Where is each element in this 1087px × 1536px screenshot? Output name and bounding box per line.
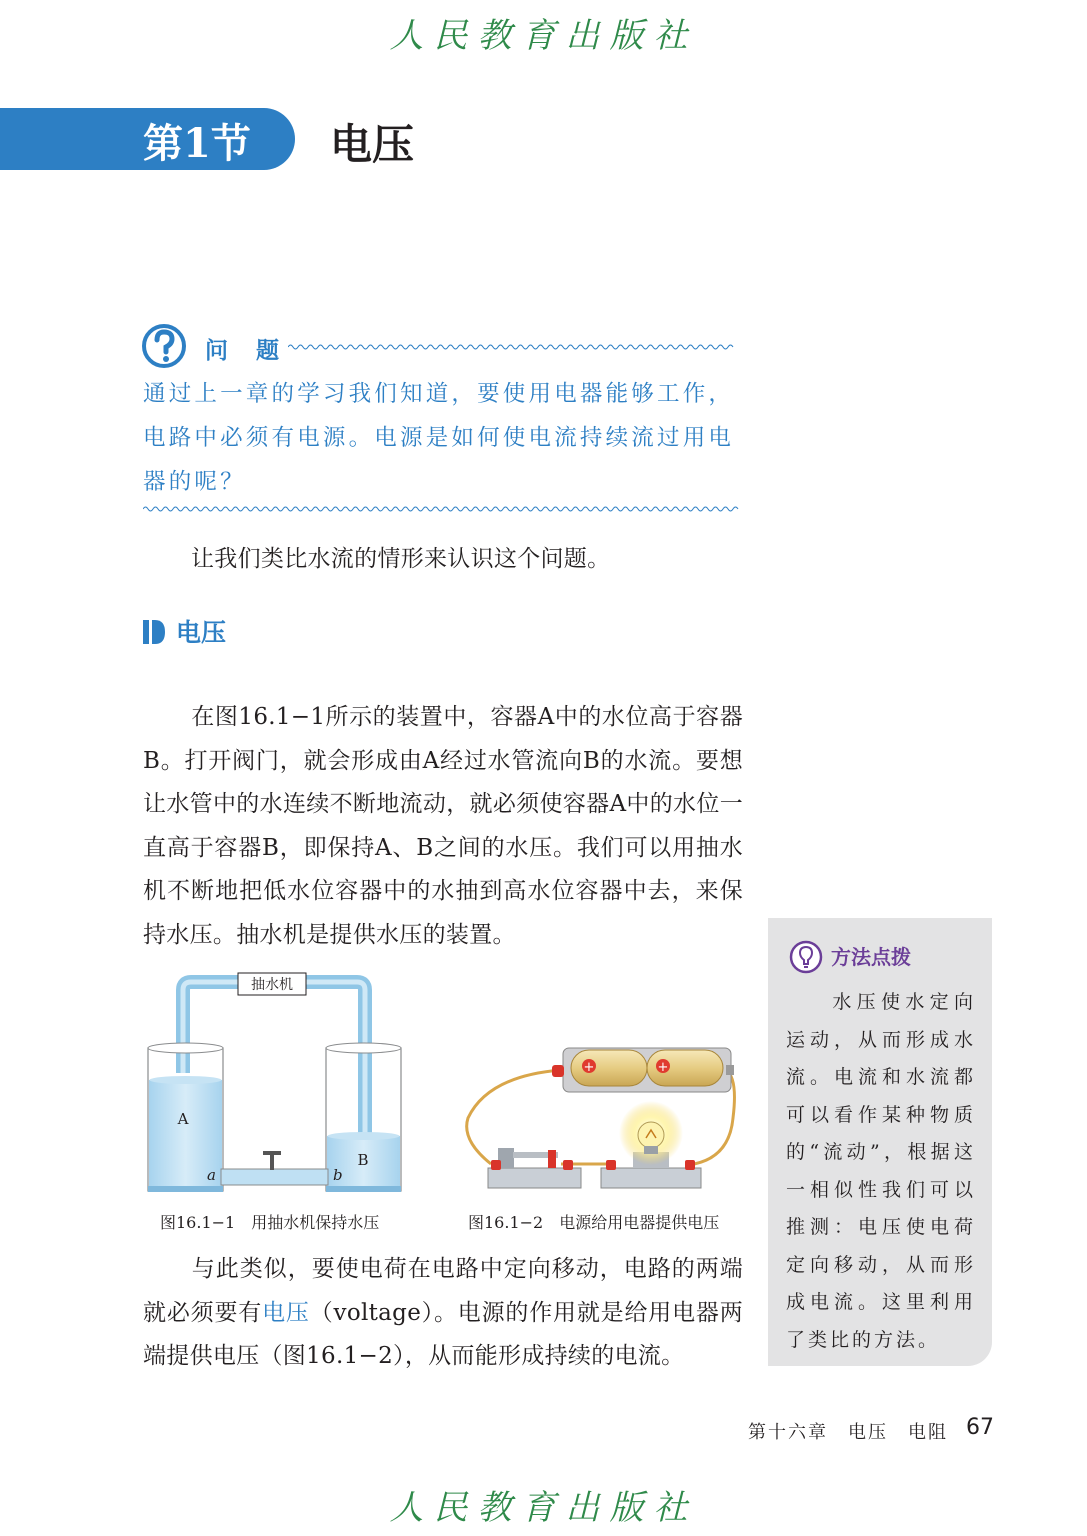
method-tip-text-block: [786, 984, 976, 1359]
publisher-logo-top: 人民教育出版社: [389, 16, 698, 56]
page-number: 67: [966, 1415, 994, 1440]
question-divider-top: [288, 342, 743, 352]
lightbulb-icon: [789, 940, 823, 974]
subheading: 电压: [176, 618, 227, 647]
method-tip-text: 水压使水定向运动，从而形成水流。电流和水流都可以看作某种物质的“流动”，根据这一相似性我们可以推测：电压使电荷定向移动，从而形成电流。这里利用了类比的方法。: [786, 991, 976, 1351]
figure-1-caption: 图16.1−1 用抽水机保持水压: [160, 1213, 380, 1232]
pipe-end-a-label: a: [207, 1166, 216, 1184]
container-b-label: B: [357, 1151, 369, 1169]
subheading-marker-icon: [143, 620, 165, 644]
container-a-label: A: [177, 1110, 189, 1128]
question-icon: [141, 323, 187, 369]
svg-text:+: +: [583, 1060, 595, 1075]
figure-circuit: [467, 1048, 735, 1188]
figure-2-caption: 图16.1−2 电源给用电器提供电压: [468, 1213, 720, 1232]
publisher-logo-bottom: 人民教育出版社: [389, 1488, 698, 1528]
paragraph-1-text: 在图16.1−1所示的装置中，容器A中的水位高于容器B。打开阀门，就会形成由A经过水管流向B的水流。要想让水管中的水连续不断地流动，就必须使容器A中的水位一直高于容器B，即保持A、B之间的水压。我们可以用抽水机不断地把低水位容器中的水抽到高水位容器中去，来保持水压。抽水机是提供水压的装置。: [143, 704, 743, 948]
question-label: 问 题: [205, 338, 290, 364]
svg-text:+: +: [657, 1060, 669, 1075]
question-text: 通过上一章的学习我们知道，要使用电器能够工作，电路中必须有电源。电源是如何使电流持续流过用电器的呢？: [143, 381, 735, 495]
figure-water-system: [148, 973, 401, 1192]
footer-chapter: 第十六章 电压 电阻: [748, 1422, 948, 1443]
section-number: 第1节: [143, 120, 251, 167]
pump-label: 抽水机: [251, 977, 293, 993]
method-tip-title: 方法点拨: [831, 945, 911, 969]
pipe-end-b-label: b: [333, 1166, 343, 1184]
intro-paragraph: [143, 538, 743, 582]
question-divider-bottom: [143, 504, 743, 514]
paragraph-1: [143, 696, 743, 957]
term-voltage: 电压: [262, 1299, 310, 1326]
figures: [143, 968, 743, 1198]
section-title: 电压: [330, 120, 415, 169]
paragraph-2: [143, 1248, 743, 1379]
paragraph-2-before: 与此类似，要使电荷在电路中定向移动，电路的两端就必须要有: [143, 1256, 743, 1326]
paragraph-2-after: （voltage）。电源的作用就是给用电器两端提供电压（图16.1−2），从而能形成持续的电流。: [143, 1299, 744, 1369]
intro-text: 让我们类比水流的情形来认识这个问题。: [191, 546, 611, 572]
